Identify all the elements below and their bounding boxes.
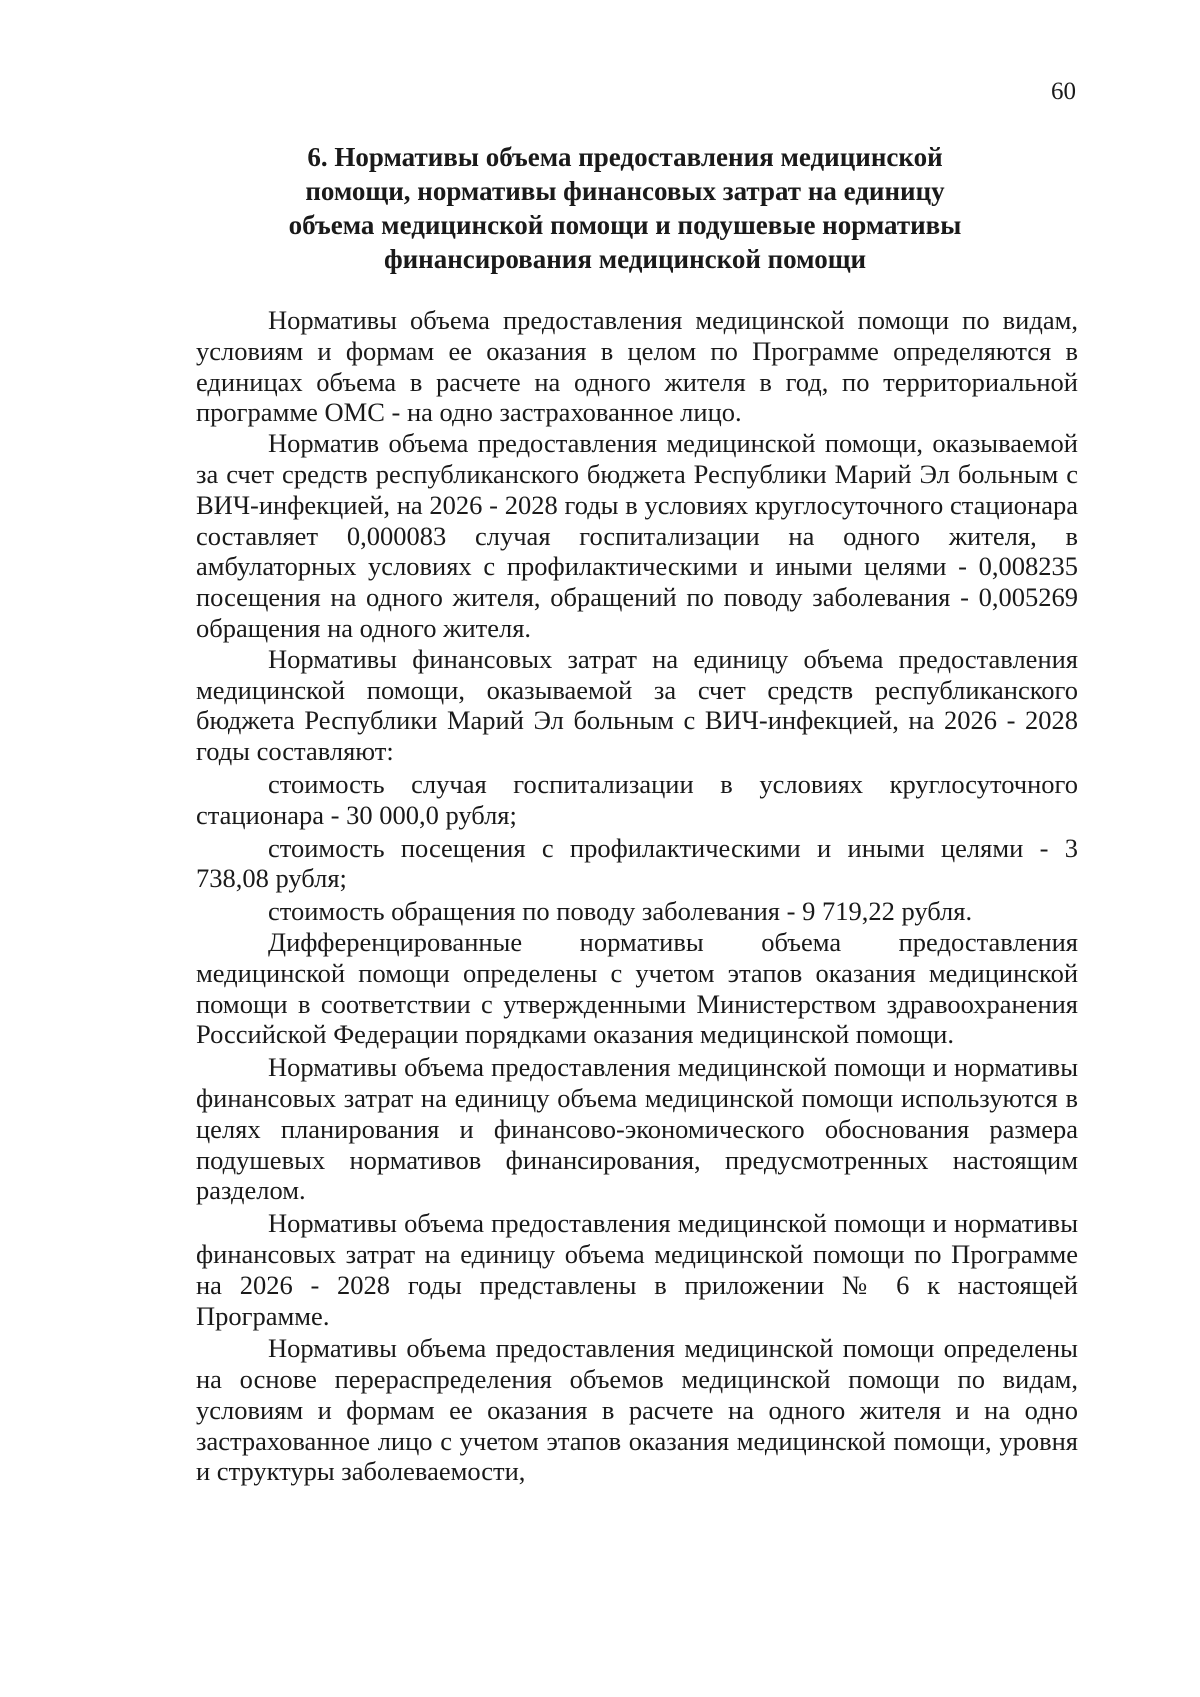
- section-heading: [200, 140, 1050, 276]
- paragraph: Нормативы финансовых затрат на единицу объема предоставления медицинской помощи, оказываемой за счет средств республиканского бюджета Республики Марий Эл больным с ВИЧ-инфекцией, на 2026 - 2028 годы составляют:: [196, 643, 1078, 767]
- heading-line: финансирования медицинской помощи: [383, 244, 867, 274]
- paragraph: Дифференцированные нормативы объема предоставления медицинской помощи определены с учетом этапов оказания медицинской помощи в соответствии с утвержденными Министерством здравоохранения Российской Федерации порядками оказания медицинской помощи.: [196, 926, 1078, 1050]
- paragraph: стоимость обращения по поводу заболевания - 9 719,22 рубля.: [268, 896, 973, 927]
- paragraph: стоимость случая госпитализации в условиях круглосуточного стационара - 30 000,0 рубля;: [196, 768, 1078, 830]
- paragraph: Нормативы объема предоставления медицинской помощи по видам, условиям и формам ее оказания в целом по Программе определяются в единицах объема в расчете на одного жителя в год, по территориальной программе ОМС - на одно застрахованное лицо.: [196, 305, 1078, 428]
- paragraph: стоимость посещения с профилактическими и иными целями - 3 738,08 рубля;: [196, 832, 1078, 894]
- heading-line: 6. Нормативы объема предоставления медицинской: [307, 142, 943, 172]
- paragraph: Нормативы объема предоставления медицинской помощи определены на основе перераспределения объемов медицинской помощи по видам, условиям и формам ее оказания в расчете на одного жителя и на одно застрахованное лицо с учетом этапов оказания медицинской помощи, уровня и структуры заболеваемости,: [196, 1333, 1078, 1487]
- paragraph: Нормативы объема предоставления медицинской помощи и нормативы финансовых затрат на единицу объема медицинской помощи используются в целях планирования и финансово-экономического обоснования размера подушевых нормативов финансирования, предусмотренных настоящим разделом.: [196, 1052, 1078, 1206]
- document-body: [196, 305, 1078, 1487]
- paragraph: Нормативы объема предоставления медицинской помощи и нормативы финансовых затрат на единицу объема медицинской помощи по Программе на 2026 - 2028 годы представлены в приложении № 6 к настоящей Программе.: [196, 1208, 1078, 1331]
- paragraph: Норматив объема предоставления медицинской помощи, оказываемой за счет средств республиканского бюджета Республики Марий Эл больным с ВИЧ-инфекцией, на 2026 - 2028 годы в условиях круглосуточного стационара составляет 0,000083 случая госпитализации на одного жителя, в амбулаторных условиях с профилактическими и иными целями - 0,008235 посещения на одного жителя, обращений по поводу заболевания - 0,005269 обращения на одного жителя.: [196, 428, 1078, 643]
- page-number: 60: [1051, 78, 1076, 105]
- heading-line: объема медицинской помощи и подушевые нормативы: [288, 210, 962, 240]
- heading-line: помощи, нормативы финансовых затрат на единицу: [305, 176, 945, 206]
